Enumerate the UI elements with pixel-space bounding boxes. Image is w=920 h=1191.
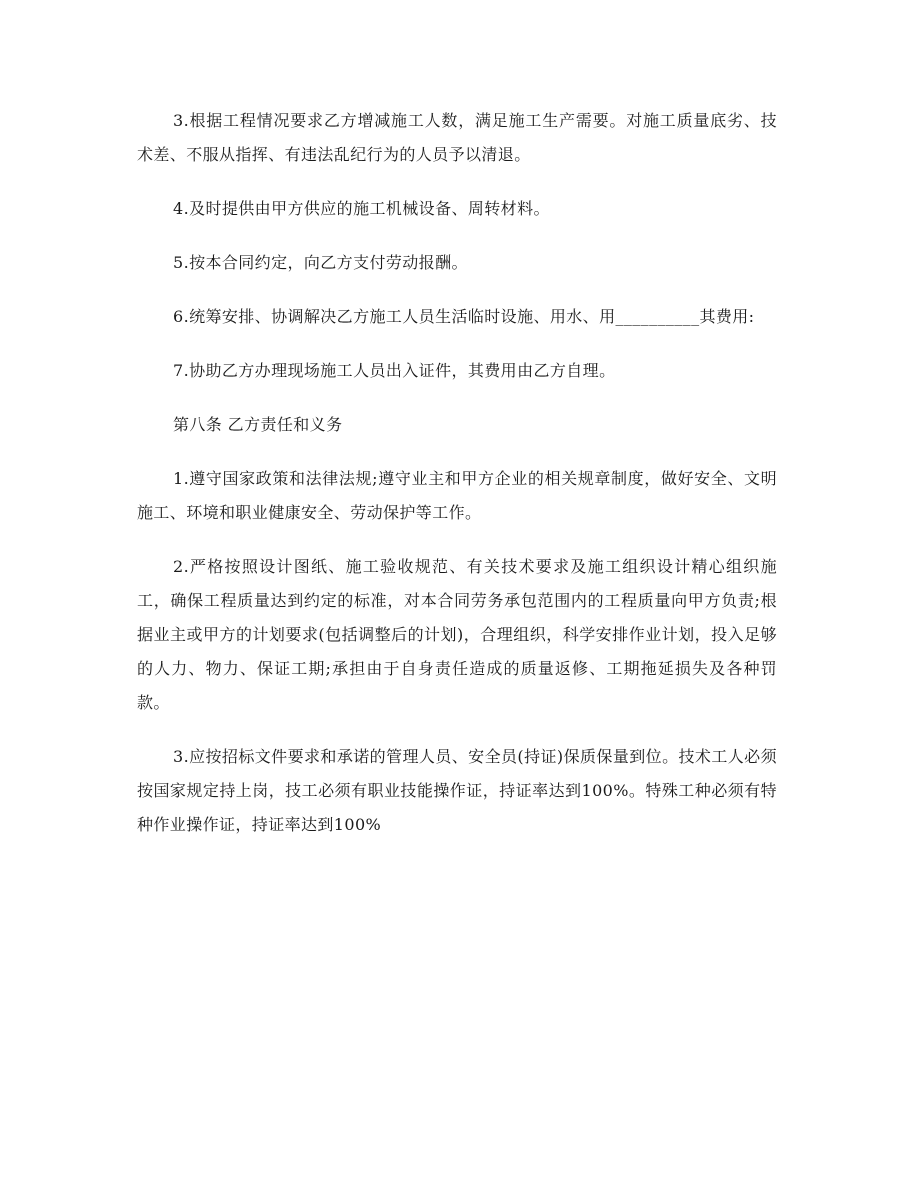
paragraph-gap bbox=[137, 442, 777, 462]
document-body bbox=[137, 104, 777, 842]
paragraph-gap bbox=[137, 172, 777, 192]
paragraph-clause-8-3: 3.应按招标文件要求和承诺的管理人员、安全员(持证)保质保量到位。技术工人必须按国家规定持上岗，技工必须有职业技能操作证，持证率达到100%。特殊工种必须有特种作业操作证，持证率达到100% bbox=[137, 747, 777, 834]
paragraph-clause-7-4: 4.及时提供由甲方供应的施工机械设备、周转材料。 bbox=[173, 199, 550, 218]
paragraph-clause-7-3: 3.根据工程情况要求乙方增减施工人数，满足施工生产需要。对施工质量底劣、技术差、不服从指挥、有违法乱纪行为的人员予以清退。 bbox=[137, 111, 777, 164]
paragraph-gap bbox=[137, 530, 777, 550]
paragraph-clause-7-6: 6.统筹安排、协调解决乙方施工人员生活临时设施、用水、用__________其费用: bbox=[173, 307, 755, 326]
section-heading-article-8: 第八条 乙方责任和义务 bbox=[173, 415, 343, 434]
paragraph-clause-7-5: 5.按本合同约定，向乙方支付劳动报酬。 bbox=[173, 253, 468, 272]
paragraph-gap bbox=[137, 388, 777, 408]
paragraph-gap bbox=[137, 226, 777, 246]
paragraph-gap bbox=[137, 334, 777, 354]
paragraph-clause-7-7: 7.协助乙方办理现场施工人员出入证件，其费用由乙方自理。 bbox=[173, 361, 616, 380]
paragraph-clause-8-1: 1.遵守国家政策和法律法规;遵守业主和甲方企业的相关规章制度，做好安全、文明施工、环境和职业健康安全、劳动保护等工作。 bbox=[137, 469, 777, 522]
paragraph-gap bbox=[137, 720, 777, 740]
paragraph-gap bbox=[137, 280, 777, 300]
paragraph-clause-8-2: 2.严格按照设计图纸、施工验收规范、有关技术要求及施工组织设计精心组织施工，确保工程质量达到约定的标准，对本合同劳务承包范围内的工程质量向甲方负责;根据业主或甲方的计划要求(包括调整后的计划)，合理组织，科学安排作业计划，投入足够的人力、物力、保证工期;承担由于自身责任造成的质量返修、工期拖延损失及各种罚款。 bbox=[137, 557, 777, 712]
